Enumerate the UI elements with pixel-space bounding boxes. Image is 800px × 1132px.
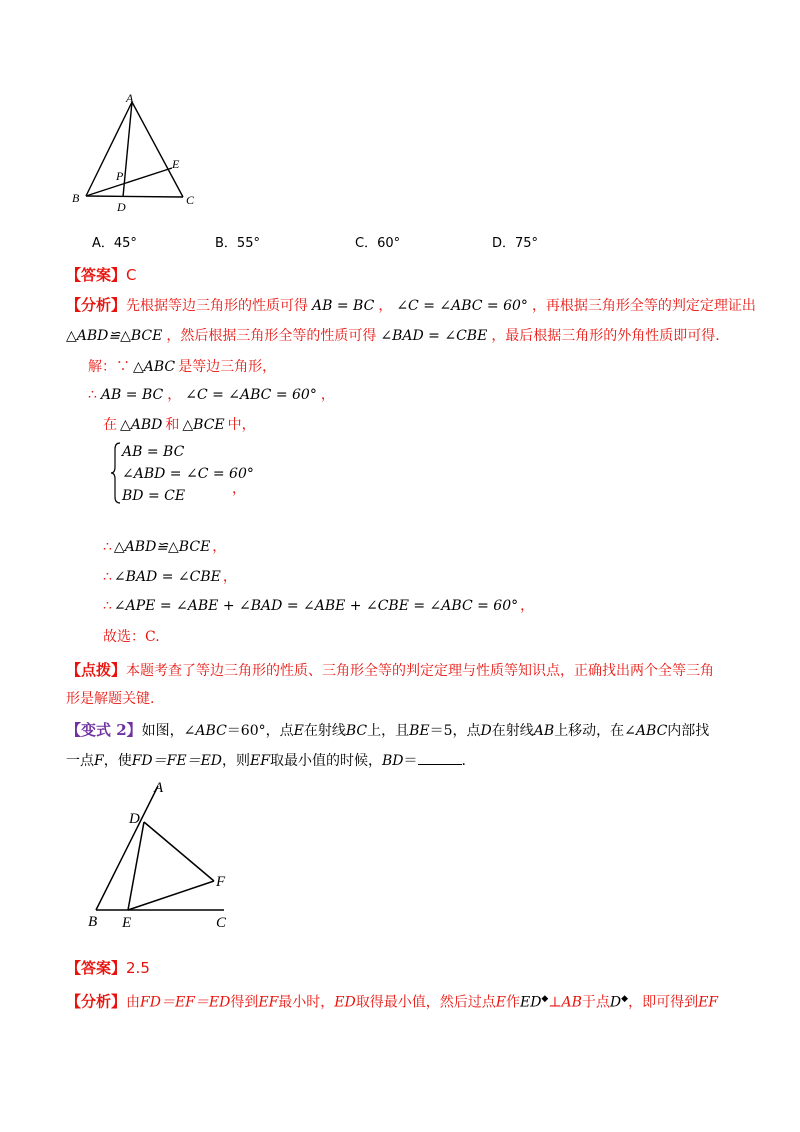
remark-line-2: 形是解题关键.: [66, 691, 155, 707]
label-e: E: [172, 157, 180, 171]
label-d: D: [129, 811, 140, 827]
solution-text: 中，: [227, 417, 256, 433]
label-e: E: [122, 915, 132, 930]
analysis-text: ，再根据三角形全等的判定定理证出: [531, 298, 756, 314]
analysis-text: ，最后根据三角形的外角性质即可得.: [491, 328, 720, 344]
system-end-comma: ，: [232, 481, 246, 497]
label-d: D: [117, 200, 126, 214]
answer-value: 2.5: [126, 959, 150, 977]
math-expr: ∠BAD = ∠CBE: [380, 328, 488, 344]
therefore-symbol: ∴: [103, 598, 112, 614]
answer-tag: 【答案】: [66, 959, 127, 977]
solution-text: 解：∵: [88, 359, 130, 375]
math-expr: ∠C = ∠ABC = 60°: [185, 387, 317, 403]
analysis-1-line-2: [66, 326, 720, 346]
math-expr: AB = BC: [312, 298, 375, 314]
conclusion-line-1: [103, 537, 226, 557]
math-expr: AB = BC: [100, 387, 164, 403]
analysis-text: ，然后根据三角形全等的性质可得: [166, 328, 377, 344]
variant-2-line-2: 一点F，使FD＝FE＝ED，则EF取最小值的时候，BD＝ .: [66, 750, 466, 771]
math-expr: ∠BAD = ∠CBE: [113, 569, 221, 585]
solution-text: 是等边三角形，: [178, 359, 277, 375]
variant-2-line-1: 【变式 2】如图，∠ABC＝60°，点E在射线BC上，且BE＝5，点D在射线AB上移动，在∠ABC内部找: [66, 721, 710, 739]
figure-triangle-abc: [68, 90, 208, 215]
solution-line-3: [103, 415, 256, 435]
conclusion-line-3: [103, 596, 534, 616]
solution-text: ，: [212, 539, 227, 555]
label-b: B: [72, 191, 80, 205]
math-expr: ∠APE = ∠ABE + ∠BAD = ∠ABE + ∠CBE = ∠ABC = 60°: [113, 598, 519, 614]
label-f: F: [216, 874, 226, 890]
analysis-1-line-1: [66, 295, 756, 316]
answer-2: [66, 958, 150, 978]
answer-value: C: [126, 266, 137, 284]
solution-text: ，: [222, 569, 237, 585]
option-d: D．75°: [492, 236, 539, 251]
solution-line-2: [88, 385, 335, 405]
solution-text: ，: [520, 598, 535, 614]
option-c: C．60°: [355, 236, 401, 251]
answer-1: [66, 265, 137, 285]
figure-angle-abc: [84, 778, 244, 930]
therefore-symbol: ∴: [103, 569, 112, 585]
analysis-tag: 【分析】: [66, 992, 127, 1011]
therefore-symbol: ∴: [88, 387, 97, 403]
label-p: P: [116, 169, 124, 183]
answer-tag: 【答案】: [66, 266, 127, 284]
solution-text: 和: [165, 417, 180, 433]
remark-text: 本题考查了等边三角形的性质、三角形全等的判定定理与性质等知识点，正确找出两个全等三角: [126, 663, 715, 679]
option-a: A．45°: [92, 236, 137, 251]
analysis-tag: 【分析】: [66, 296, 127, 314]
label-c: C: [216, 915, 227, 930]
analysis-text: ，: [378, 298, 393, 314]
math-expr: △BCE: [182, 417, 225, 433]
label-c: C: [186, 193, 195, 207]
choose-line: 故选：C.: [103, 629, 160, 645]
math-expr: △ABC: [133, 359, 176, 375]
solution-text: ，: [320, 387, 335, 403]
remark-tag: 【点拨】: [66, 661, 127, 679]
system-eq-3: BD = CE: [122, 488, 186, 504]
math-expr: △ABD: [120, 417, 163, 433]
system-eq-1: AB = BC: [122, 444, 185, 460]
conclusion-line-2: [103, 567, 237, 587]
label-b: B: [88, 914, 98, 930]
system-brace: [110, 441, 122, 505]
solution-text: 在: [103, 417, 117, 433]
math-expr: ∠C = ∠ABC = 60°: [396, 298, 528, 314]
solution-line-1: [88, 357, 276, 377]
label-a: A: [126, 91, 134, 105]
label-a: A: [154, 780, 164, 796]
remark-line-1: [66, 660, 714, 681]
variant-tag: 【变式 2】: [66, 721, 142, 739]
answer-blank: [418, 750, 462, 765]
analysis-2-line-1: 【分析】由FD＝EF＝ED得到EF最小时，ED取得最小值，然后过点E作ED◆⊥AB于点D◆，即可得到EF: [66, 992, 719, 1011]
therefore-symbol: ∴: [103, 539, 112, 555]
analysis-text: 先根据等边三角形的性质可得: [126, 298, 309, 314]
math-expr: △ABD≌△BCE: [66, 328, 163, 344]
solution-text: ，: [167, 387, 182, 403]
option-b: B．55°: [215, 236, 260, 251]
system-eq-2: ∠ABD = ∠C = 60°: [122, 466, 254, 482]
math-expr: △ABD≌△BCE: [113, 539, 211, 555]
